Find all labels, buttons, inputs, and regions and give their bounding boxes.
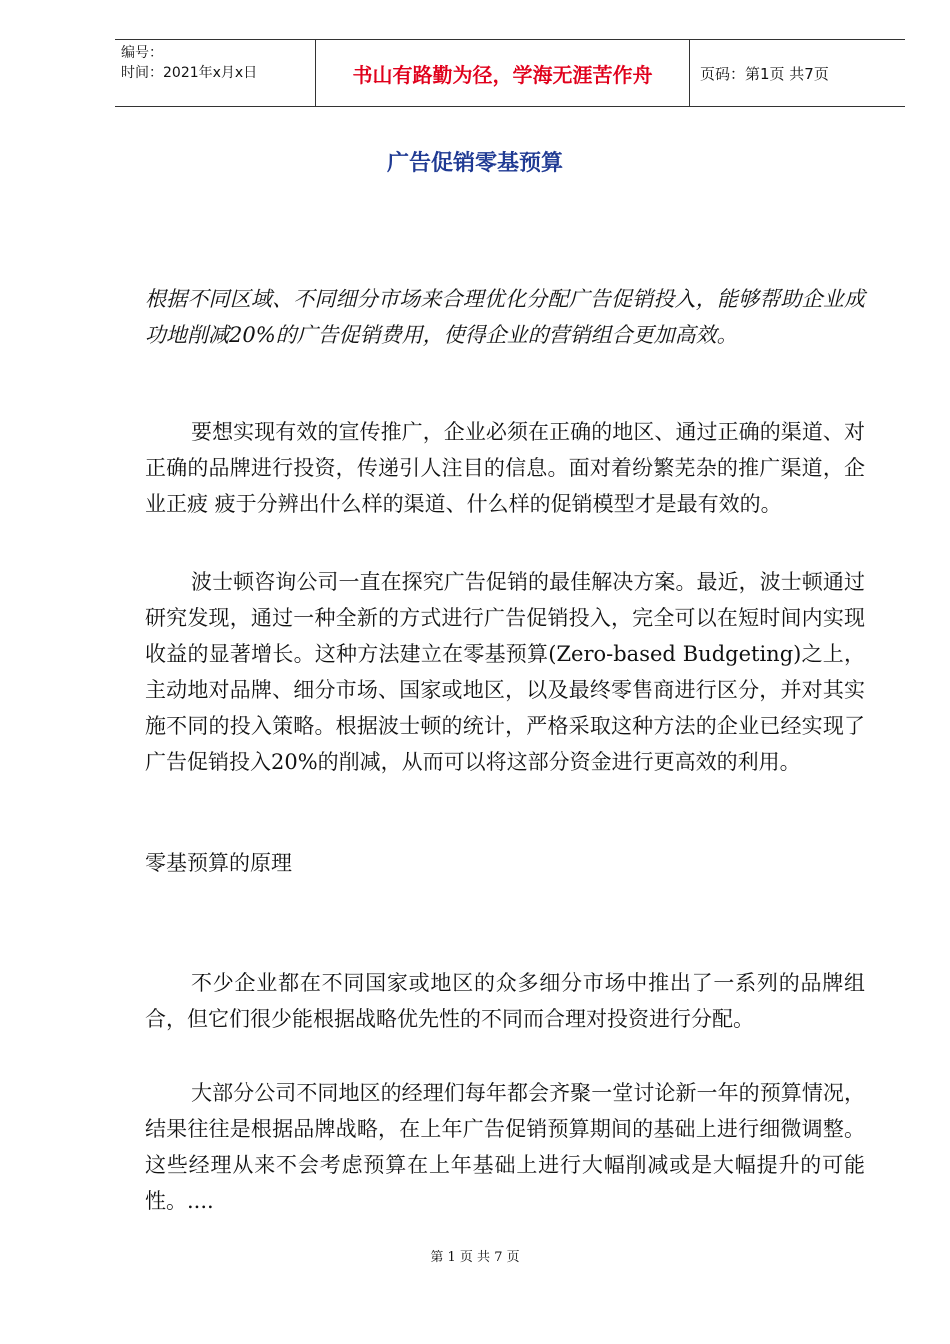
header-motto: 书山有路勤为径，学海无涯苦作舟 <box>316 40 690 106</box>
header-number: 编号： <box>121 45 163 61</box>
body-paragraph-2: 波士顿咨询公司一直在探究广告促销的最佳解决方案。最近，波士顿通过研究发现，通过一种全新的方式进行广告促销投入，完全可以在短时间内实现收益的显著增长。这种方法建立在零基预算(Zero-based Budgeting)之上，主动地对品牌、细分市场、国家或地区，以及最终零售商进行区分，并对其实施不同的投入策略。根据波士顿的统计，严格采取这种方法的企业已经实现了广告促销投入20%的削减，从而可以将这部分资金进行更高效的利用。 <box>145 570 865 774</box>
page-footer: 第 1 页 共 7 页 <box>430 1250 520 1265</box>
body-paragraph-4: 大部分公司不同地区的经理们每年都会齐聚一堂讨论新一年的预算情况，结果往往是根据品牌战略，在上年广告促销预算期间的基础上进行细微调整。这些经理从来不会考虑预算在上年基础上进行大幅削减或是大幅提升的可能性。.... <box>145 1081 865 1213</box>
header-table <box>115 39 905 107</box>
header-time: 时间：2021年x月x日 <box>121 65 258 81</box>
body-paragraph-1: 要想实现有效的宣传推广，企业必须在正确的地区、通过正确的渠道、对正确的品牌进行投资，传递引人注目的信息。面对着纷繁芜杂的推广渠道，企业正疲 疲于分辨出什么样的渠道、什么样的促销模型才是最有效的。 <box>145 420 865 516</box>
document-title: 广告促销零基预算 <box>386 151 563 176</box>
header-page-info: 页码：第1页 共7页 <box>700 64 829 83</box>
body-paragraph-3: 不少企业都在不同国家或地区的众多细分市场中推出了一系列的品牌组合，但它们很少能根据战略优先性的不同而合理对投资进行分配。 <box>145 971 865 1031</box>
header-meta <box>115 40 316 106</box>
lead-paragraph: 根据不同区域、不同细分市场来合理优化分配广告促销投入，能够帮助企业成功地削减20%的广告促销费用，使得企业的营销组合更加高效。 <box>145 287 865 347</box>
section-heading: 零基预算的原理 <box>145 851 292 875</box>
